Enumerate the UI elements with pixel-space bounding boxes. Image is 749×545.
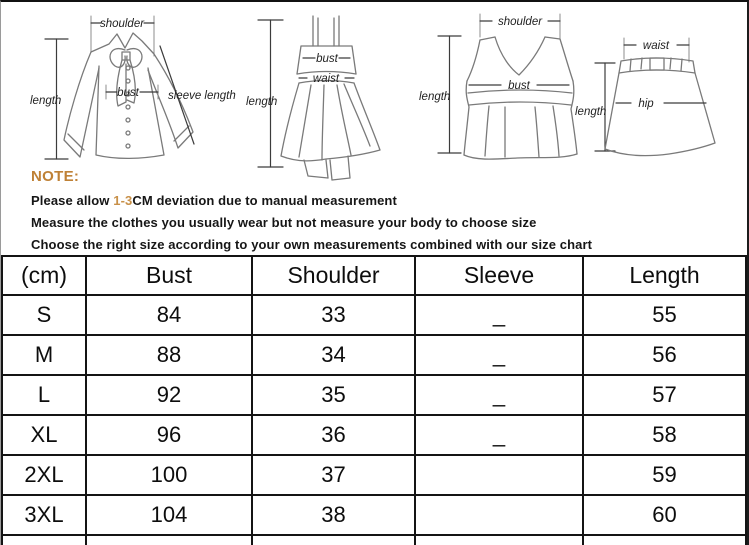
- blouse-sleeve-length-label: sleeve length: [168, 90, 236, 102]
- sleeve-cell: _: [415, 295, 583, 335]
- blouse-bust-label: bust: [117, 87, 139, 99]
- blouse-shoulder-label: shoulder: [99, 18, 145, 30]
- size-row-label: [2, 535, 86, 545]
- note-line-1: [31, 193, 747, 208]
- tank-shoulder-label: shoulder: [497, 16, 543, 28]
- bust-header: Bust: [86, 256, 252, 295]
- bust-cell: 84: [86, 295, 252, 335]
- skirt-hip-label: hip: [638, 98, 654, 110]
- size-table: [1, 255, 747, 545]
- tank-top-diagram: [417, 7, 592, 167]
- table-row-l: [2, 375, 746, 415]
- size-row-label: 3XL: [2, 495, 86, 535]
- shoulder-cell: 34: [252, 335, 415, 375]
- bust-cell: 96: [86, 415, 252, 455]
- bust-cell: 100: [86, 455, 252, 495]
- sleeve-cell: _: [415, 415, 583, 455]
- dress-waist-label: waist: [312, 73, 340, 85]
- table-row-s: [2, 295, 746, 335]
- shoulder-cell: 37: [252, 455, 415, 495]
- sleeve-cell: [415, 495, 583, 535]
- note-section: [1, 168, 747, 259]
- sleeve-header: Sleeve: [415, 256, 583, 295]
- bust-cell: 88: [86, 335, 252, 375]
- size-row-label: XL: [2, 415, 86, 455]
- length-cell: 56: [583, 335, 746, 375]
- dress-length-label: length: [246, 96, 278, 108]
- skirt-diagram: [574, 22, 744, 164]
- dress-diagram: [244, 10, 404, 182]
- size-row-label: 2XL: [2, 455, 86, 495]
- skirt-waist-label: waist: [642, 40, 670, 52]
- table-row-3xl: [2, 495, 746, 535]
- bust-cell: 92: [86, 375, 252, 415]
- note-heading: NOTE:: [31, 168, 80, 185]
- blouse-length-label: length: [30, 95, 62, 107]
- length-cell: 55: [583, 295, 746, 335]
- note-line1-suffix: CM deviation due to manual measurement: [132, 193, 397, 208]
- sleeve-cell: _: [415, 335, 583, 375]
- blouse-diagram: [27, 8, 237, 168]
- length-cell: 60: [583, 495, 746, 535]
- note-line-2: Measure the clothes you usually wear but not measure your body to choose size: [31, 215, 537, 230]
- table-row-cutoff: [2, 535, 746, 545]
- shoulder-cell: 35: [252, 375, 415, 415]
- bust-cell: 104: [86, 495, 252, 535]
- table-row-m: [2, 335, 746, 375]
- sleeve-cell: _: [415, 375, 583, 415]
- bust-cell: [86, 535, 252, 545]
- length-header: Length: [583, 256, 746, 295]
- note-line-3: Choose the right size according to your own measurements combined with our size chart: [31, 237, 593, 252]
- length-cell: 59: [583, 455, 746, 495]
- shoulder-cell: 36: [252, 415, 415, 455]
- shoulder-cell: [252, 535, 415, 545]
- size-row-label: M: [2, 335, 86, 375]
- size-table-header-row: [2, 256, 746, 295]
- table-row-2xl: [2, 455, 746, 495]
- size-row-label: L: [2, 375, 86, 415]
- shoulder-cell: 38: [252, 495, 415, 535]
- note-line1-highlight: 1-3: [113, 193, 133, 208]
- shoulder-header: Shoulder: [252, 256, 415, 295]
- table-row-xl: [2, 415, 746, 455]
- sleeve-cell: [415, 535, 583, 545]
- length-cell: [583, 535, 746, 545]
- tank-length-label: length: [419, 91, 451, 103]
- tank-bust-label: bust: [508, 80, 530, 92]
- dress-bust-label: bust: [316, 53, 338, 65]
- unit-header: (cm): [2, 256, 86, 295]
- length-cell: 57: [583, 375, 746, 415]
- note-line1-prefix: Please allow: [31, 193, 114, 208]
- shoulder-cell: 33: [252, 295, 415, 335]
- skirt-length-label: length: [575, 106, 607, 118]
- size-row-label: S: [2, 295, 86, 335]
- sleeve-cell: [415, 455, 583, 495]
- length-cell: 58: [583, 415, 746, 455]
